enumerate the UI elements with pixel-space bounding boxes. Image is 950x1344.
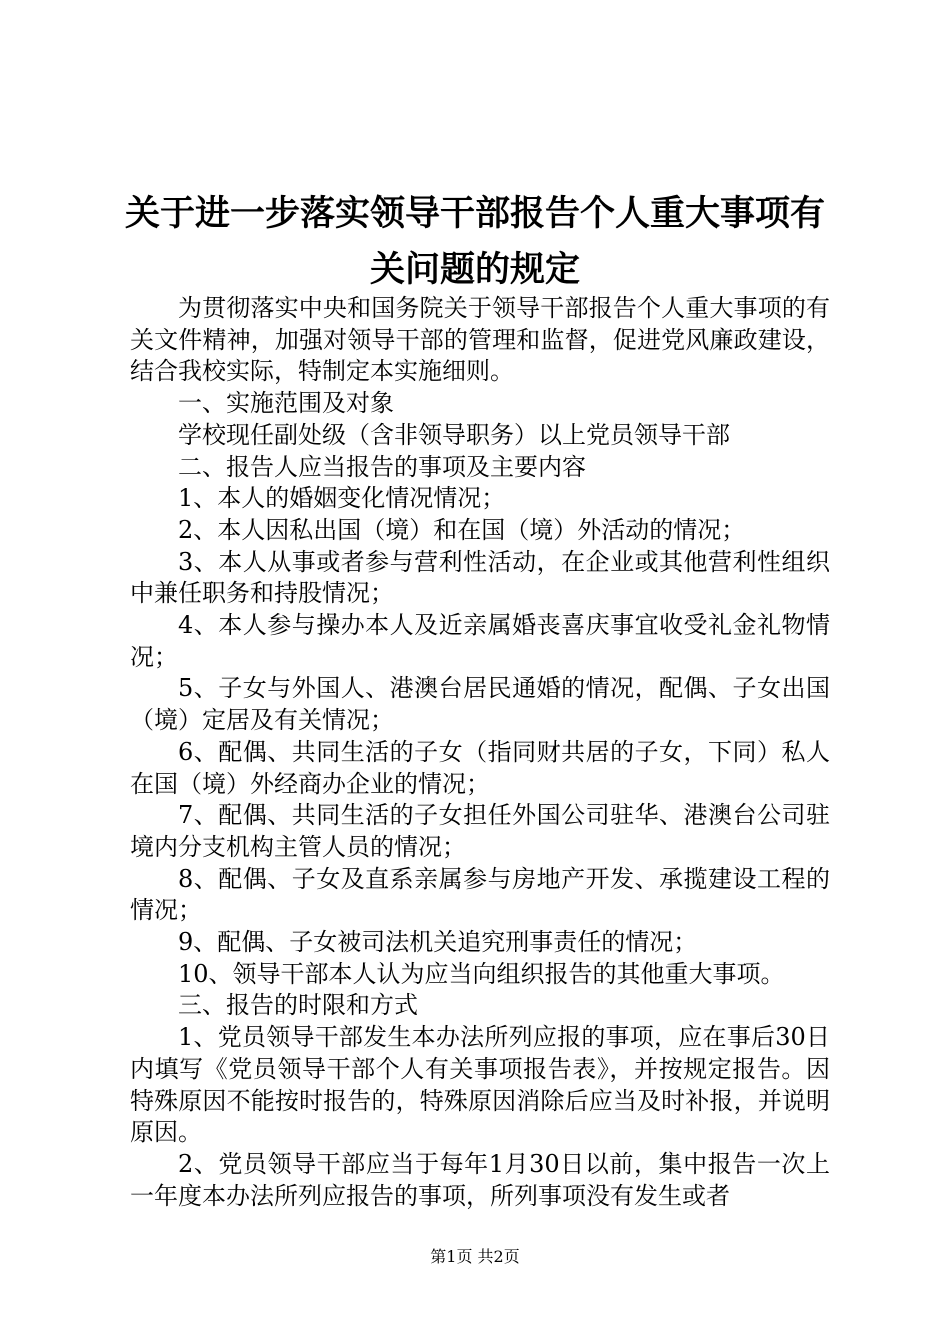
section-heading-1: 一、实施范围及对象	[178, 389, 394, 418]
list-item: 7、配偶、共同生活的子女担任外国公司驻华、港澳台公司驻境内分支机构主管人员的情况；	[130, 801, 830, 861]
paragraph: 学校现任副处级（含非领导职务）以上党员领导干部	[178, 420, 730, 449]
list-item: 1、本人的婚姻变化情况情况；	[178, 484, 506, 513]
section-heading-3: 三、报告的时限和方式	[178, 991, 418, 1020]
list-item: 2、党员领导干部应当于每年1月30日以前，集中报告一次上一年度本办法所列应报告的事项，所列事项没有发生或者	[130, 1149, 830, 1210]
list-item: 1、党员领导干部发生本办法所列应报的事项，应在事后30日内填写《党员领导干部个人有关事项报告表》，并按规定报告。因特殊原因不能按时报告的，特殊原因消除后应当及时补报，并说明原因。	[130, 1023, 830, 1147]
document-body	[130, 293, 830, 1212]
page-number-footer: 第1页 共2页	[430, 1247, 520, 1266]
document-title-line-1: 关于进一步落实领导干部报告个人重大事项有	[124, 193, 825, 234]
list-item: 3、本人从事或者参与营利性活动，在企业或其他营利性组织中兼任职务和持股情况；	[130, 547, 830, 608]
paragraph-intro: 为贯彻落实中央和国务院关于领导干部报告个人重大事项的有关文件精神，加强对领导干部的管理和监督，促进党风廉政建设，结合我校实际，特制定本实施细则。	[130, 294, 830, 386]
list-item: 5、子女与外国人、港澳台居民通婚的情况，配偶、子女出国（境）定居及有关情况；	[130, 674, 830, 735]
document-title-line-2: 关问题的规定	[369, 249, 580, 290]
section-heading-2: 二、报告人应当报告的事项及主要内容	[178, 452, 586, 481]
list-item: 6、配偶、共同生活的子女（指同财共居的子女，下同）私人在国（境）外经商办企业的情况；	[130, 737, 830, 798]
list-item: 10、领导干部本人认为应当向组织报告的其他重大事项。	[178, 959, 785, 988]
list-item: 9、配偶、子女被司法机关追究刑事责任的情况；	[178, 928, 698, 957]
list-item: 8、配偶、子女及直系亲属参与房地产开发、承揽建设工程的情况；	[130, 864, 830, 925]
list-item: 2、本人因私出国（境）和在国（境）外活动的情况；	[178, 515, 746, 544]
list-item: 4、本人参与操办本人及近亲属婚丧喜庆事宜收受礼金礼物情况；	[130, 611, 830, 671]
